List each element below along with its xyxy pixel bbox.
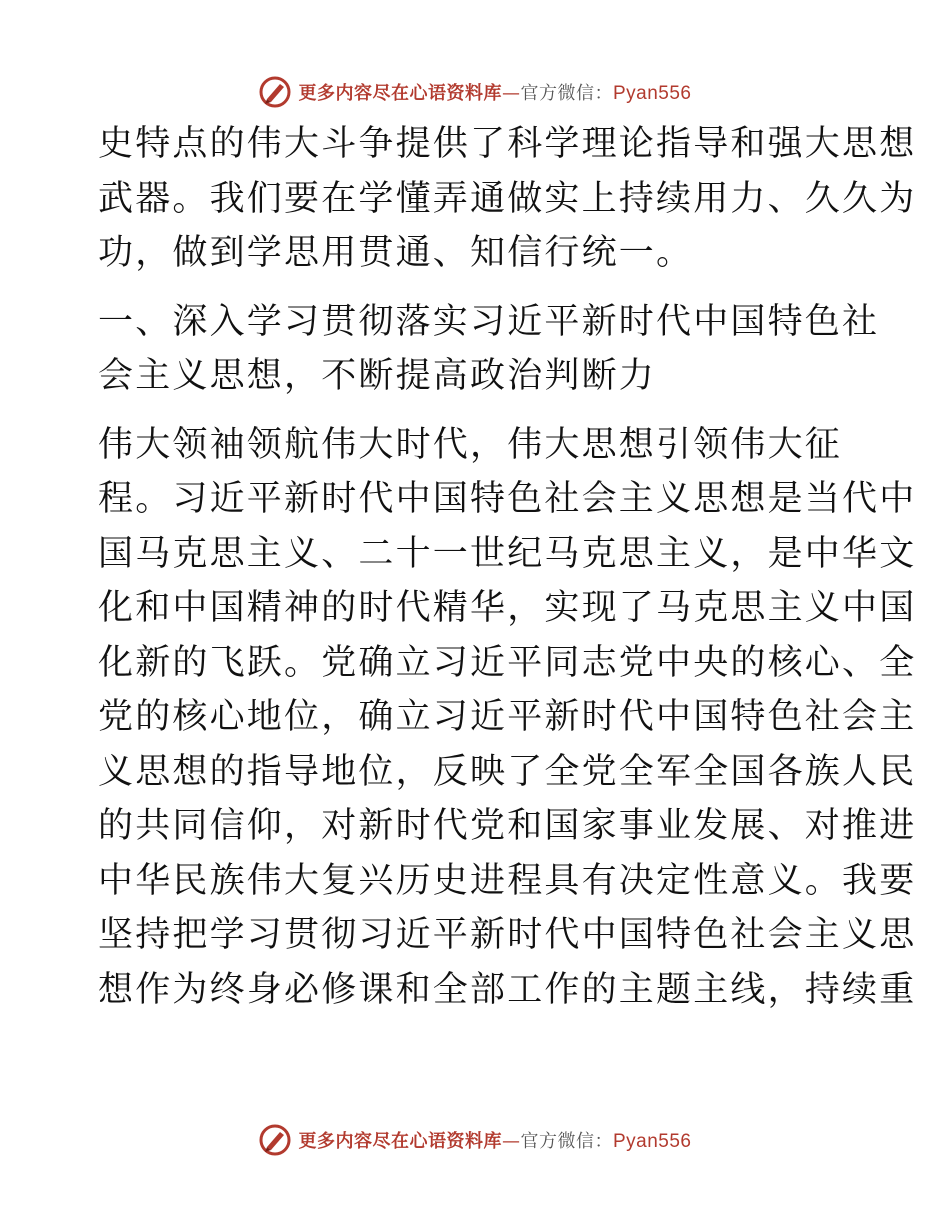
- footer-dash: —: [501, 1131, 521, 1152]
- paragraph-body: [98, 418, 917, 1018]
- text-line: 党的核心地位，确立习近平新时代中国特色社会主: [98, 697, 917, 737]
- header-wechat-label: 官方微信：: [520, 83, 613, 104]
- footer-brand-text: 更多内容尽在心语资料库: [298, 1131, 502, 1152]
- text-line: 化和中国精神的时代精华，实现了马克思主义中国: [98, 588, 917, 628]
- text-line: 义思想的指导地位，反映了全党全军全国各族人民: [98, 751, 917, 792]
- text-line: 化新的飞跃。党确立习近平同志党中央的核心、全: [98, 642, 917, 683]
- text-line: 想作为终身必修课和全部工作的主题主线，持续重: [98, 969, 917, 1010]
- header-wechat-id: Pyan556: [612, 83, 692, 104]
- footer-wechat-label: 官方微信：: [520, 1131, 613, 1152]
- footer-banner: [0, 1120, 950, 1160]
- text-line: 程。习近平新时代中国特色社会主义思想是当代中: [98, 479, 917, 519]
- document-body: [98, 117, 917, 1017]
- footer-banner-text: [298, 1127, 691, 1153]
- header-banner-text: [298, 79, 691, 105]
- heading-line: 会主义思想，不断提高政治判断力: [98, 356, 657, 396]
- text-line: 史特点的伟大斗争提供了科学理论指导和强大思想: [98, 124, 917, 164]
- footer-wechat-id: Pyan556: [612, 1131, 692, 1152]
- header-banner: [0, 72, 950, 112]
- header-brand-text: 更多内容尽在心语资料库: [298, 83, 502, 104]
- text-line: 功，做到学思用贯通、知信行统一。: [98, 233, 694, 273]
- text-line: 伟大领袖领航伟大时代，伟大思想引领伟大征: [98, 424, 843, 465]
- heading-line: 一、深入学习贯彻落实习近平新时代中国特色社: [98, 301, 880, 342]
- header-dash: —: [501, 83, 521, 104]
- text-line: 的共同信仰，对新时代党和国家事业发展、对推进: [98, 806, 917, 846]
- pen-logo-icon: [258, 75, 292, 109]
- text-line: 武器。我们要在学懂弄通做实上持续用力、久久为: [98, 178, 917, 219]
- section-heading-1: [98, 295, 880, 404]
- text-line: 坚持把学习贯彻习近平新时代中国特色社会主义思: [98, 915, 917, 955]
- pen-logo-icon: [258, 1123, 292, 1157]
- paragraph-intro-continuation: [98, 117, 917, 281]
- text-line: 中华民族伟大复兴历史进程具有决定性意义。我要: [98, 860, 917, 901]
- text-line: 国马克思主义、二十一世纪马克思主义，是中华文: [98, 533, 917, 574]
